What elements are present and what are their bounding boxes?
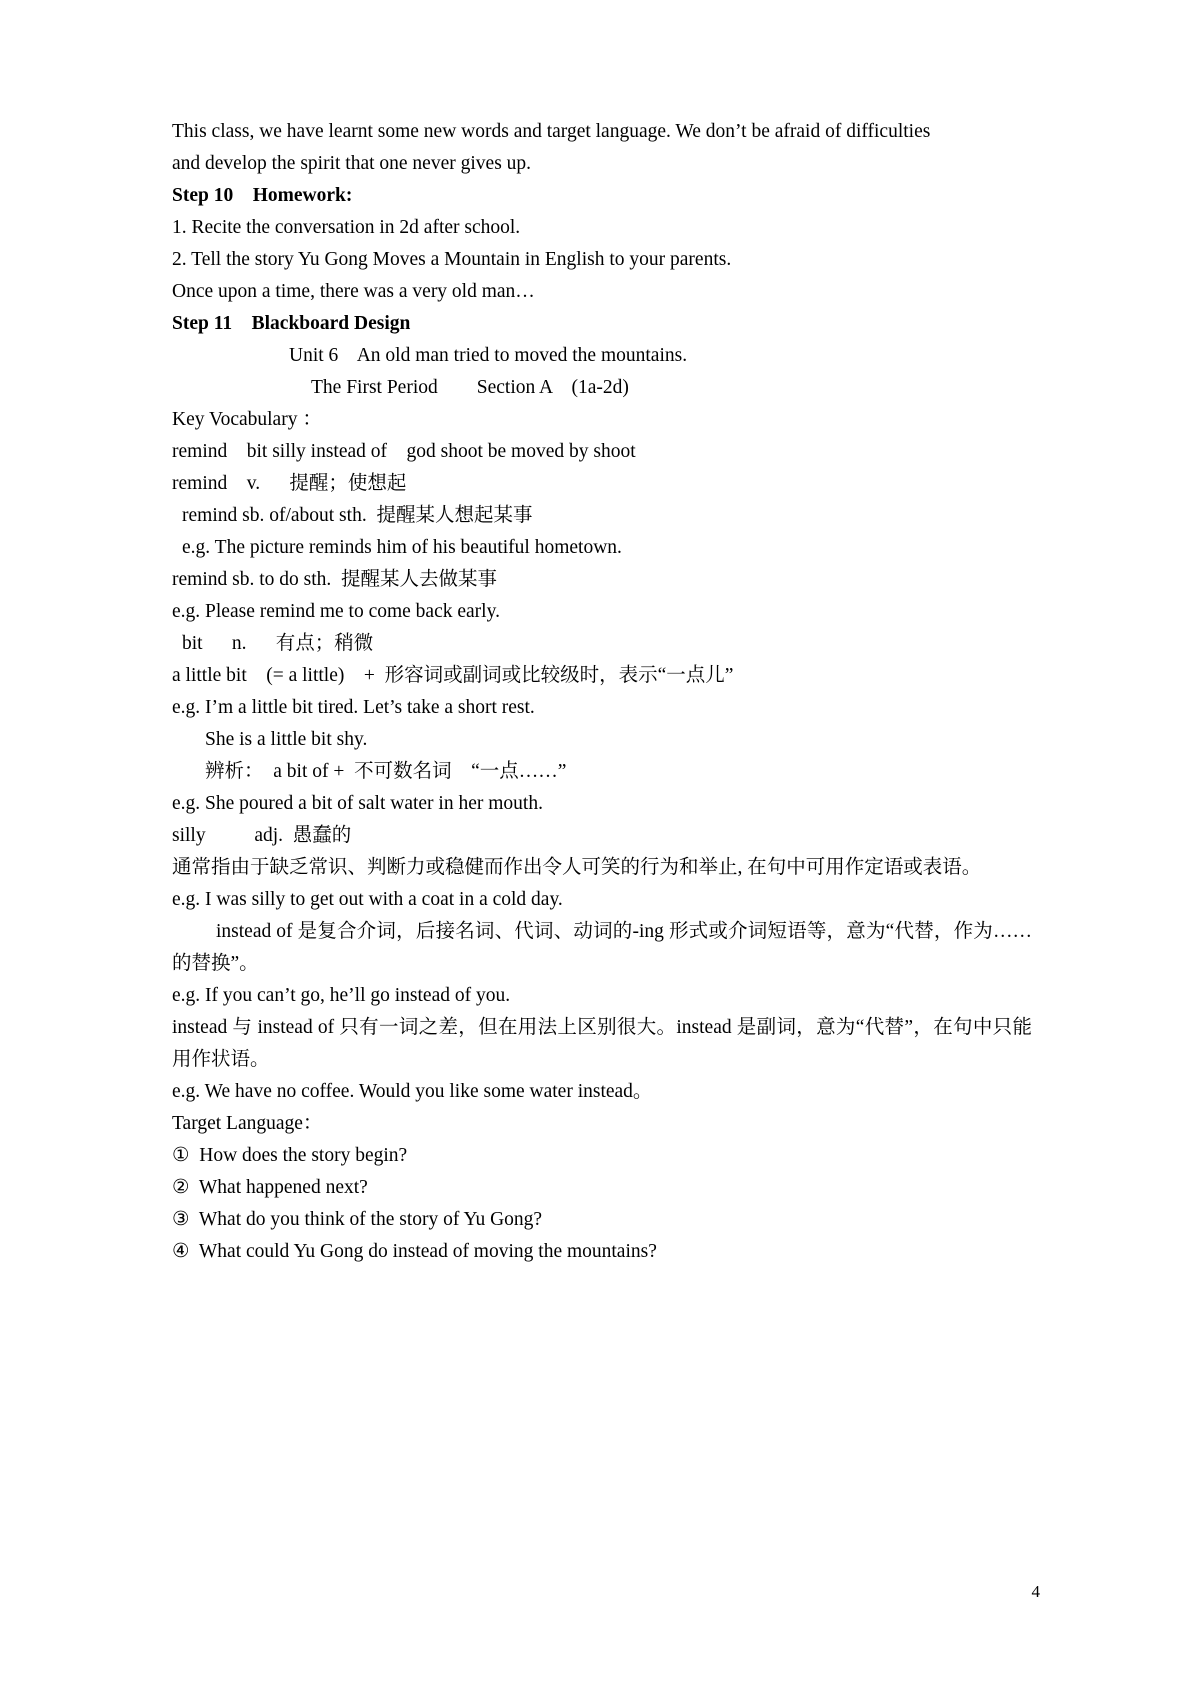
target-question-1: ① How does the story begin? [172,1145,408,1166]
step11-heading: Step 11 Blackboard Design [172,313,411,334]
bit-example-2: She is a little bit shy. [205,729,368,750]
intro-line-2: and develop the spirit that one never gives up. [172,153,532,174]
homework-item-3: Once upon a time, there was a very old man… [172,281,535,302]
bit-definition: bit n. 有点；稍微 [182,633,374,654]
remind-example-1: e.g. The picture reminds him of his beautiful hometown. [182,537,622,558]
target-language-heading: Target Language： [172,1113,323,1134]
homework-item-2: 2. Tell the story Yu Gong Moves a Mountain in English to your parents. [172,249,732,270]
key-vocabulary-heading: Key Vocabulary ： [172,409,322,430]
instead-example: e.g. We have no coffee. Would you like some water instead。 [172,1081,653,1102]
target-question-4: ④ What could Yu Gong do instead of moving the mountains? [172,1241,657,1262]
remind-phrase-1: remind sb. of/about sth. 提醒某人想起某事 [182,505,533,526]
silly-usage-note: 通常指由于缺乏常识、判断力或稳健而作出令人可笑的行为和举止, 在句中可用作定语或表语。 [172,857,982,878]
step10-heading: Step 10 Homework: [172,185,353,206]
remind-example-2: e.g. Please remind me to come back early. [172,601,500,622]
bit-comparison-note: 辨析： a bit of + 不可数名词 “一点……” [205,761,567,782]
bit-phrase: a little bit (= a little) + 形容词或副词或比较级时，表示“一点儿” [172,665,734,686]
bit-example-3: e.g. She poured a bit of salt water in her mouth. [172,793,543,814]
target-question-2: ② What happened next? [172,1177,368,1198]
remind-phrase-2: remind sb. to do sth. 提醒某人去做某事 [172,569,497,590]
instead-comparison-note: instead 与 instead of 只有一词之差，但在用法上区别很大。instead 是副词，意为“代替”，在句中只能用作状语。 [172,1017,1032,1070]
remind-definition: remind v. 提醒；使想起 [172,473,407,494]
blackboard-title: Unit 6 An old man tried to moved the mountains. [289,345,688,366]
instead-of-example: e.g. If you can’t go, he’ll go instead of you. [172,985,511,1006]
silly-example: e.g. I was silly to get out with a coat in a cold day. [172,889,563,910]
intro-line-1: This class, we have learnt some new words and target language. We don’t be afraid of difficulties [172,121,931,142]
bit-example-1: e.g. I’m a little bit tired. Let’s take a short rest. [172,697,535,718]
instead-of-note: instead of 是复合介词，后接名词、代词、动词的-ing 形式或介词短语等，意为“代替，作为……的替换”。 [172,921,1032,974]
target-question-3: ③ What do you think of the story of Yu Gong? [172,1209,543,1230]
homework-item-1: 1. Recite the conversation in 2d after school. [172,217,521,238]
blackboard-subtitle: The First Period Section A (1a-2d) [311,377,629,398]
page-number: 4 [1031,1582,1040,1601]
silly-definition: silly adj. 愚蠢的 [172,825,352,846]
page-content [172,116,1032,1268]
vocabulary-word-list: remind bit silly instead of god shoot be moved by shoot [172,441,636,462]
intro-paragraph [172,116,1032,180]
